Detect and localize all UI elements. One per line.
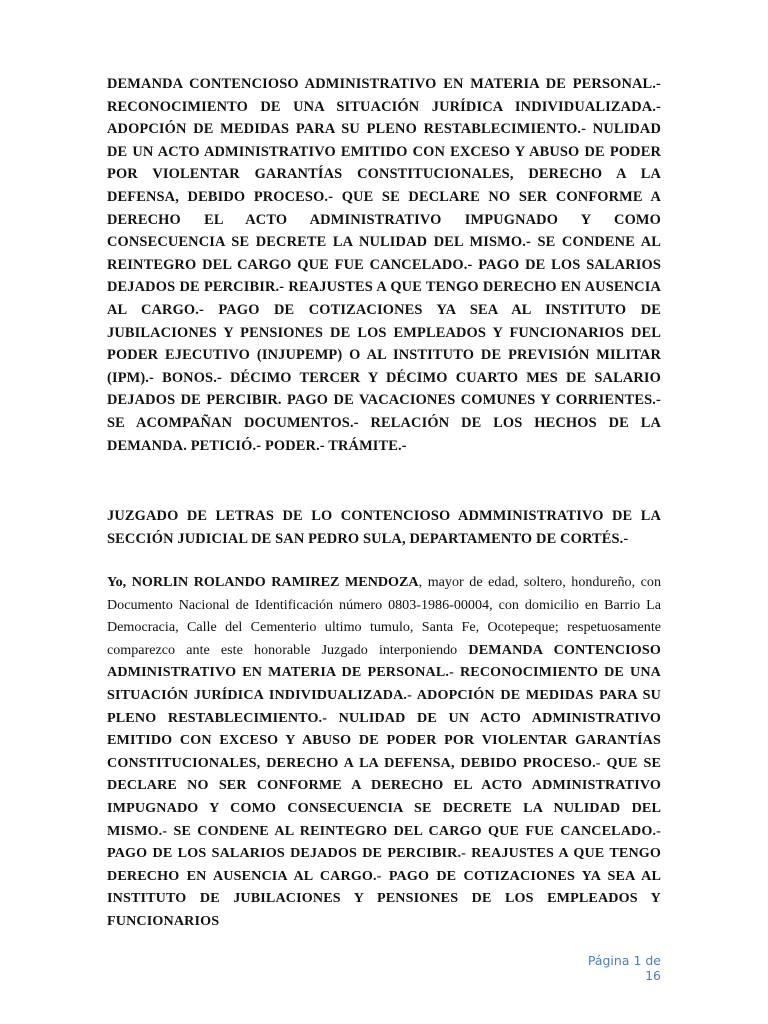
plaintiff-name: Yo, NORLIN ROLANDO RAMIREZ MENDOZA xyxy=(107,574,419,590)
plaintiff-intro: , mayor de edad, soltero, hondureño, con Documento Nacional de Identificación número 0803-1986-00004, con domicilio en Barrio La Democracia, Calle del Cementerio ultimo tumulo, Santa Fe, Ocotepeque; respetuosamente comparezco ante este honorable Juzgado interponiendo xyxy=(107,574,662,658)
demand-title: DEMANDA CONTENCIOSO ADMINISTRATIVO EN MATERIA DE PERSONAL.- RECONOCIMIENTO DE UNA SITUACIÓN JURÍDICA INDIVIDUALIZADA.- ADOPCIÓN DE MEDIDAS PARA SU PLENO RESTABLECIMIENTO.- NULIDAD DE UN ACTO ADMINISTRATIVO EMITIDO CON EXCESO Y ABUSO DE PODER POR VIOLENTAR GARANTÍAS CONSTITUCIONALES, DERECHO A LA DEFENSA, DEBIDO PROCESO.- QUE SE DECLARE NO SER CONFORME A DERECHO EL ACTO ADMINISTRATIVO IMPUGNADO Y COMO CONSECUENCIA SE DECRETE LA NULIDAD DEL MISMO.- SE CONDENE AL REINTEGRO DEL CARGO QUE FUE CANCELADO.- PAGO DE LOS SALARIOS DEJADOS DE PERCIBIR.- REAJUSTES A QUE TENGO DERECHO EN AUSENCIA AL CARGO.- PAGO DE COTIZACIONES YA SEA AL INSTITUTO DE JUBILACIONES Y PENSIONES DE LOS EMPLEADOS Y FUNCIONARIOS xyxy=(107,641,661,929)
body-paragraph xyxy=(107,571,661,933)
court-address: JUZGADO DE LETRAS DE LO CONTENCIOSO ADMMINISTRATIVO DE LA SECCIÓN JUDICIAL DE SAN PEDRO SULA, DEPARTAMENTO DE CORTÉS.- xyxy=(107,508,661,547)
page-number: Página 1 de 16 xyxy=(587,953,661,983)
document-heading: DEMANDA CONTENCIOSO ADMINISTRATIVO EN MATERIA DE PERSONAL.- RECONOCIMIENTO DE UNA SITUACIÓN JURÍDICA INDIVIDUALIZADA.- ADOPCIÓN DE MEDIDAS PARA SU PLENO RESTABLECIMIENTO.- NULIDAD DE UN ACTO ADMINISTRATIVO EMITIDO CON EXCESO Y ABUSO DE PODER POR VIOLENTAR GARANTÍAS CONSTITUCIONALES, DERECHO A LA DEFENSA, DEBIDO PROCESO.- QUE SE DECLARE NO SER CONFORME A DERECHO EL ACTO ADMINISTRATIVO IMPUGNADO Y COMO CONSECUENCIA SE DECRETE LA NULIDAD DEL MISMO.- SE CONDENE AL REINTEGRO DEL CARGO QUE FUE CANCELADO.- PAGO DE LOS SALARIOS DEJADOS DE PERCIBIR.- REAJUSTES A QUE TENGO DERECHO EN AUSENCIA AL CARGO.- PAGO DE COTIZACIONES YA SEA AL INSTITUTO DE JUBILACIONES Y PENSIONES DE LOS EMPLEADOS Y FUNCIONARIOS DEL PODER EJECUTIVO (INJUPEMP) O AL INSTITUTO DE PREVISIÓN MILITAR (IPM).- BONOS.- DÉCIMO TERCER Y DÉCIMO CUARTO MES DE SALARIO DEJADOS DE PERCIBIR. PAGO DE VACACIONES COMUNES Y CORRIENTES.- SE ACOMPAÑAN DOCUMENTOS.- RELACIÓN DE LOS HECHOS DE LA DEMANDA. PETICIÓ.- PODER.- TRÁMITE.- xyxy=(107,76,661,454)
